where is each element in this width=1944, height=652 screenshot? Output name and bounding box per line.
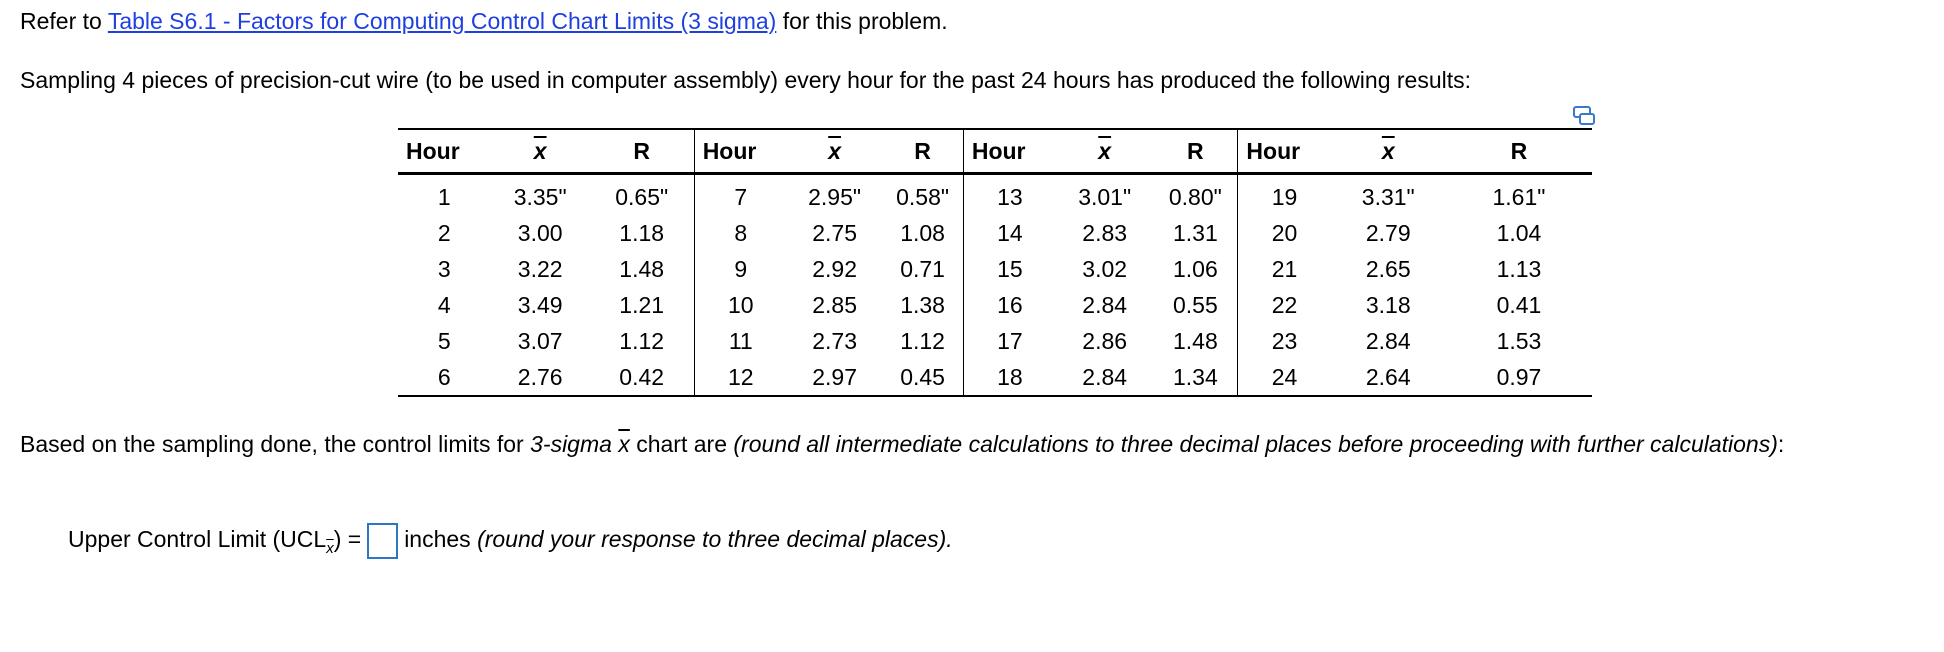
cell-xbar: 2.64 [1331,359,1446,396]
cell-hour: 21 [1238,251,1331,287]
cell-hour: 17 [963,323,1056,359]
cell-range: 1.31 [1172,219,1218,246]
ucl-input[interactable] [367,523,398,559]
cell-hour: 10 [694,287,787,323]
cell-xbar: 2.75 [812,219,857,246]
question-prefix: Based on the sampling done, the control limits for [20,431,531,457]
ucl-answer-line [68,523,953,559]
question-chart-word: chart are [629,431,734,457]
table-row [398,174,1592,216]
question-colon: : [1777,431,1785,457]
cell-hour: 9 [694,251,787,287]
cell-range: 1.08 [900,219,945,246]
header-range: R [590,129,695,174]
cell-hour: 2 [437,219,451,246]
cell-hour: 8 [694,215,787,251]
cell-hour: 18 [963,359,1056,396]
header-hour: Hour [398,129,491,174]
table-s6-1-link[interactable]: Table S6.1 - Factors for Computing Control Chart Limits (3 sigma) [107,8,777,34]
ucl-units: inches [404,526,471,553]
cell-hour: 1 [437,183,451,210]
cell-hour: 16 [963,287,1056,323]
cell-xbar: 3.01" [1078,183,1132,210]
cell-xbar: 3.22 [517,255,563,282]
header-hour: Hour [694,129,787,174]
cell-hour: 14 [963,215,1056,251]
table-row [398,359,1592,396]
cell-range: 1.12 [619,327,665,354]
cell-hour: 6 [398,359,491,396]
table-row [398,323,1592,359]
intro-prefix: Refer to [20,8,102,34]
cell-range: 0.80" [1168,183,1222,210]
cell-range: 1.53 [1496,327,1542,354]
header-xbar: $\overline{x}$ [491,129,590,174]
cell-hour: 22 [1238,287,1331,323]
header-xbar: $\overline{x}$ [1056,129,1153,174]
cell-hour: 11 [694,323,787,359]
cell-xbar: 2.73 [812,327,857,354]
cell-range: 1.48 [1172,327,1218,354]
cell-range: 0.58" [896,183,950,210]
cell-xbar: 3.07 [517,327,563,354]
cell-range: 1.21 [619,291,665,318]
sampling-description: Sampling 4 pieces of precision-cut wire (to be used in computer assembly) every hour for the past 24 hours has produced the following results: [20,67,1472,93]
cell-range: 0.55 [1172,291,1218,318]
cell-hour: 4 [437,291,451,318]
cell-hour: 12 [694,359,787,396]
cell-xbar: 2.83 [1082,219,1128,246]
cell-range: 0.65" [615,183,669,210]
cell-xbar: 2.86 [1082,327,1128,354]
cell-hour: 23 [1238,323,1331,359]
header-xbar: $\overline{x}$ [1331,129,1446,174]
table-row [398,287,1592,323]
cell-xbar: 2.84 [1056,359,1153,396]
cell-hour: 15 [963,251,1056,287]
cell-range: 1.13 [1496,255,1542,282]
cell-range: 1.34 [1153,359,1238,396]
cell-range: 0.41 [1496,291,1542,318]
cell-hour: 3 [437,255,451,282]
cell-xbar: 2.79 [1365,219,1411,246]
cell-xbar: 2.85 [812,291,857,318]
ucl-label-end: ) = [333,526,362,553]
cell-range: 1.48 [619,255,665,282]
cell-xbar: 3.00 [517,219,563,246]
cell-range: 0.45 [882,359,963,396]
cell-xbar: 2.92 [812,255,857,282]
copy-table-icon[interactable] [1572,105,1596,127]
intro-suffix: for this problem. [782,8,948,34]
cell-xbar: 2.97 [787,359,882,396]
cell-range: 0.97 [1446,359,1592,396]
header-range: R [1446,129,1592,174]
ucl-hint: (round your response to three decimal places). [477,526,953,553]
header-hour: Hour [963,129,1056,174]
cell-xbar: 2.84 [1082,291,1128,318]
question-instruction: (round all intermediate calculations to three decimal places before proceeding with further calculations) [733,431,1778,457]
ucl-subscript: x [326,540,334,558]
header-range: R [1153,129,1238,174]
cell-range: 1.06 [1172,255,1218,282]
cell-xbar: 3.02 [1082,255,1128,282]
cell-xbar: 2.84 [1365,327,1411,354]
cell-range: 0.71 [900,255,945,282]
header-xbar: $\overline{x}$ [787,129,882,174]
cell-xbar: 2.95" [808,183,862,210]
cell-xbar: 2.76 [491,359,590,396]
intro-line [20,8,948,35]
cell-xbar: 3.49 [517,291,563,318]
cell-xbar: 3.35" [513,183,567,210]
cell-range: 1.12 [900,327,945,354]
cell-hour: 20 [1238,215,1331,251]
cell-range: 1.18 [619,219,665,246]
cell-hour: 5 [437,327,451,354]
question-xbar: $\overline{x}$ [618,431,630,457]
table-row [398,251,1592,287]
header-range: R [882,129,963,174]
cell-range: 1.38 [900,291,945,318]
cell-xbar: 3.18 [1365,291,1411,318]
cell-hour: 7 [694,174,787,216]
cell-range: 0.42 [590,359,695,396]
cell-hour: 24 [1238,359,1331,396]
table-row [398,215,1592,251]
cell-hour: 19 [1238,174,1331,216]
table-header-row [398,129,1592,174]
ucl-label: Upper Control Limit (UCL [68,526,327,553]
sample-data-table-wrapper [398,128,1592,397]
cell-hour: 13 [963,174,1056,216]
sample-data-table [398,128,1592,397]
header-hour: Hour [1238,129,1331,174]
question-text [20,428,1920,460]
question-sigma: 3-sigma [530,431,612,457]
cell-range: 1.61" [1492,183,1546,210]
cell-xbar: 3.31" [1361,183,1415,210]
cell-range: 1.04 [1496,219,1542,246]
cell-xbar: 2.65 [1365,255,1411,282]
